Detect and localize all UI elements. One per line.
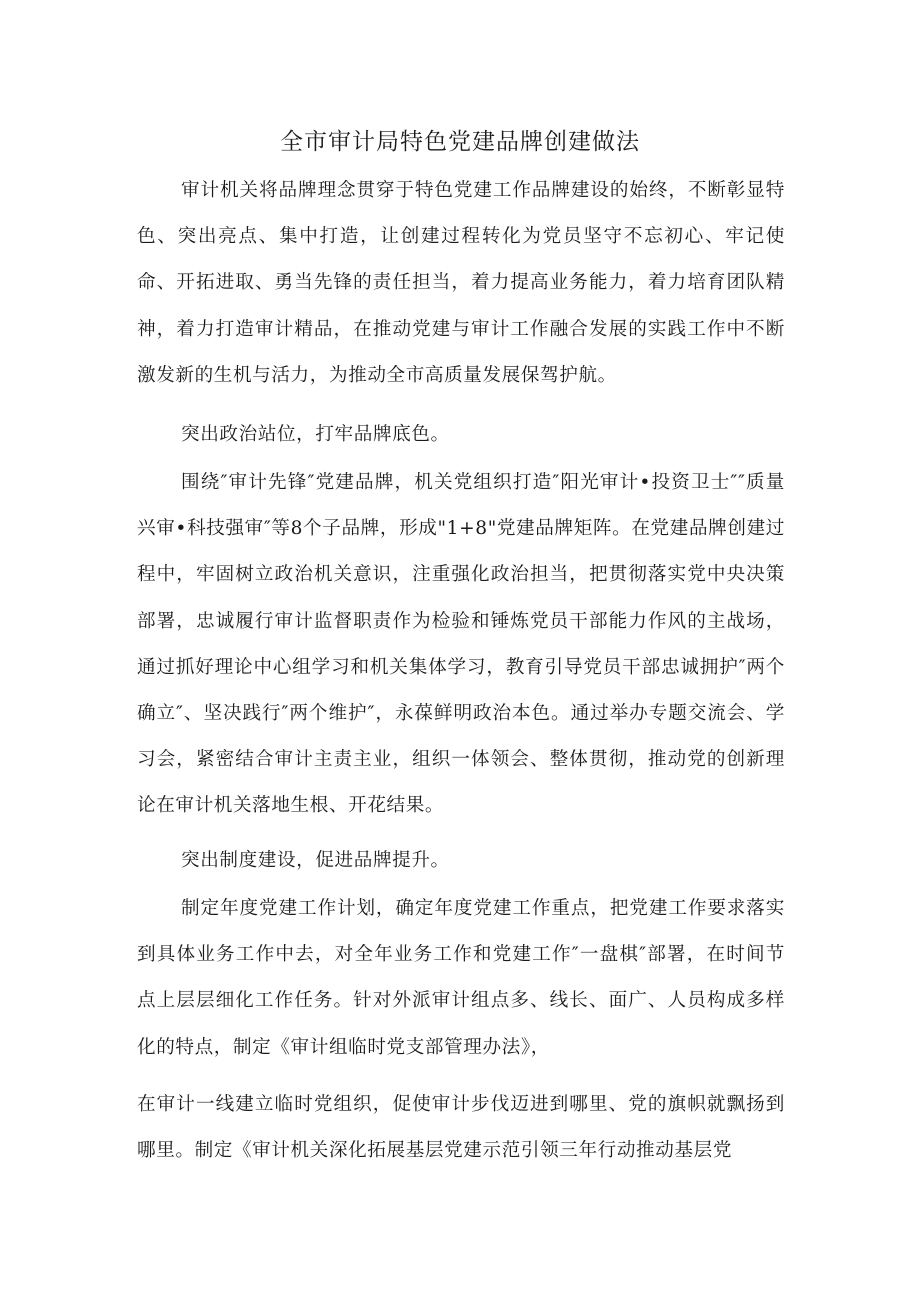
section-heading-system-building: 突出制度建设，促进品牌提升。 [181,850,450,871]
paragraph-political-stance: 围绕″审计先锋″党建品牌，机关党组织打造″阳光审计•投资卫士″″质量兴审•科技强审″等8个子品牌，形成"1+8"党建品牌矩阵。在党建品牌创建过程中，牢固树立政治机关意识，注重强化政治担当，把贯彻落实党中央决策部署，忠诚履行审计监督职责作为检验和锤炼党员干部能力作风的主战场，通过抓好理论中心组学习和机关集体学习，教育引导党员干部忠诚拥护″两个确立″、坚决践行″两个维护″，永葆鲜明政治本色。通过举办专题交流会、学习会，紧密结合审计主责主业，组织一体领会、整体贯彻，推动党的创新理论在审计机关落地生根、开花结果。 [137,472,785,817]
section-heading-political-stance: 突出政治站位，打牢品牌底色。 [181,424,450,445]
paragraph-intro: 审计机关将品牌理念贯穿于特色党建工作品牌建设的始终，不断彰显特色、突出亮点、集中打造，让创建过程转化为党员坚守不忘初心、牢记使命、开拓进取、勇当先锋的责任担当，着力提高业务能力，着力培育团队精神，着力打造审计精品，在推动党建与审计工作融合发展的实践工作中不断激发新的生机与活力，为推动全市高质量发展保驾护航。 [137,180,785,386]
paragraph-system-building: 制定年度党建工作计划，确定年度党建工作重点，把党建工作要求落实到具体业务工作中去，对全年业务工作和党建工作″一盘棋″部署，在时间节点上层层细化工作任务。针对外派审计组点多、线长、面广、人员构成多样化的特点，制定《审计组临时党支部管理办法》， [137,898,785,1058]
document-title: 全市审计局特色党建品牌创建做法 [280,129,640,155]
paragraph-temporary-party-org: 在审计一线建立临时党组织，促使审计步伐迈进到哪里、党的旗帜就飘扬到哪里。制定《审计机关深化拓展基层党建示范引领三年行动推动基层党 [137,1094,785,1162]
